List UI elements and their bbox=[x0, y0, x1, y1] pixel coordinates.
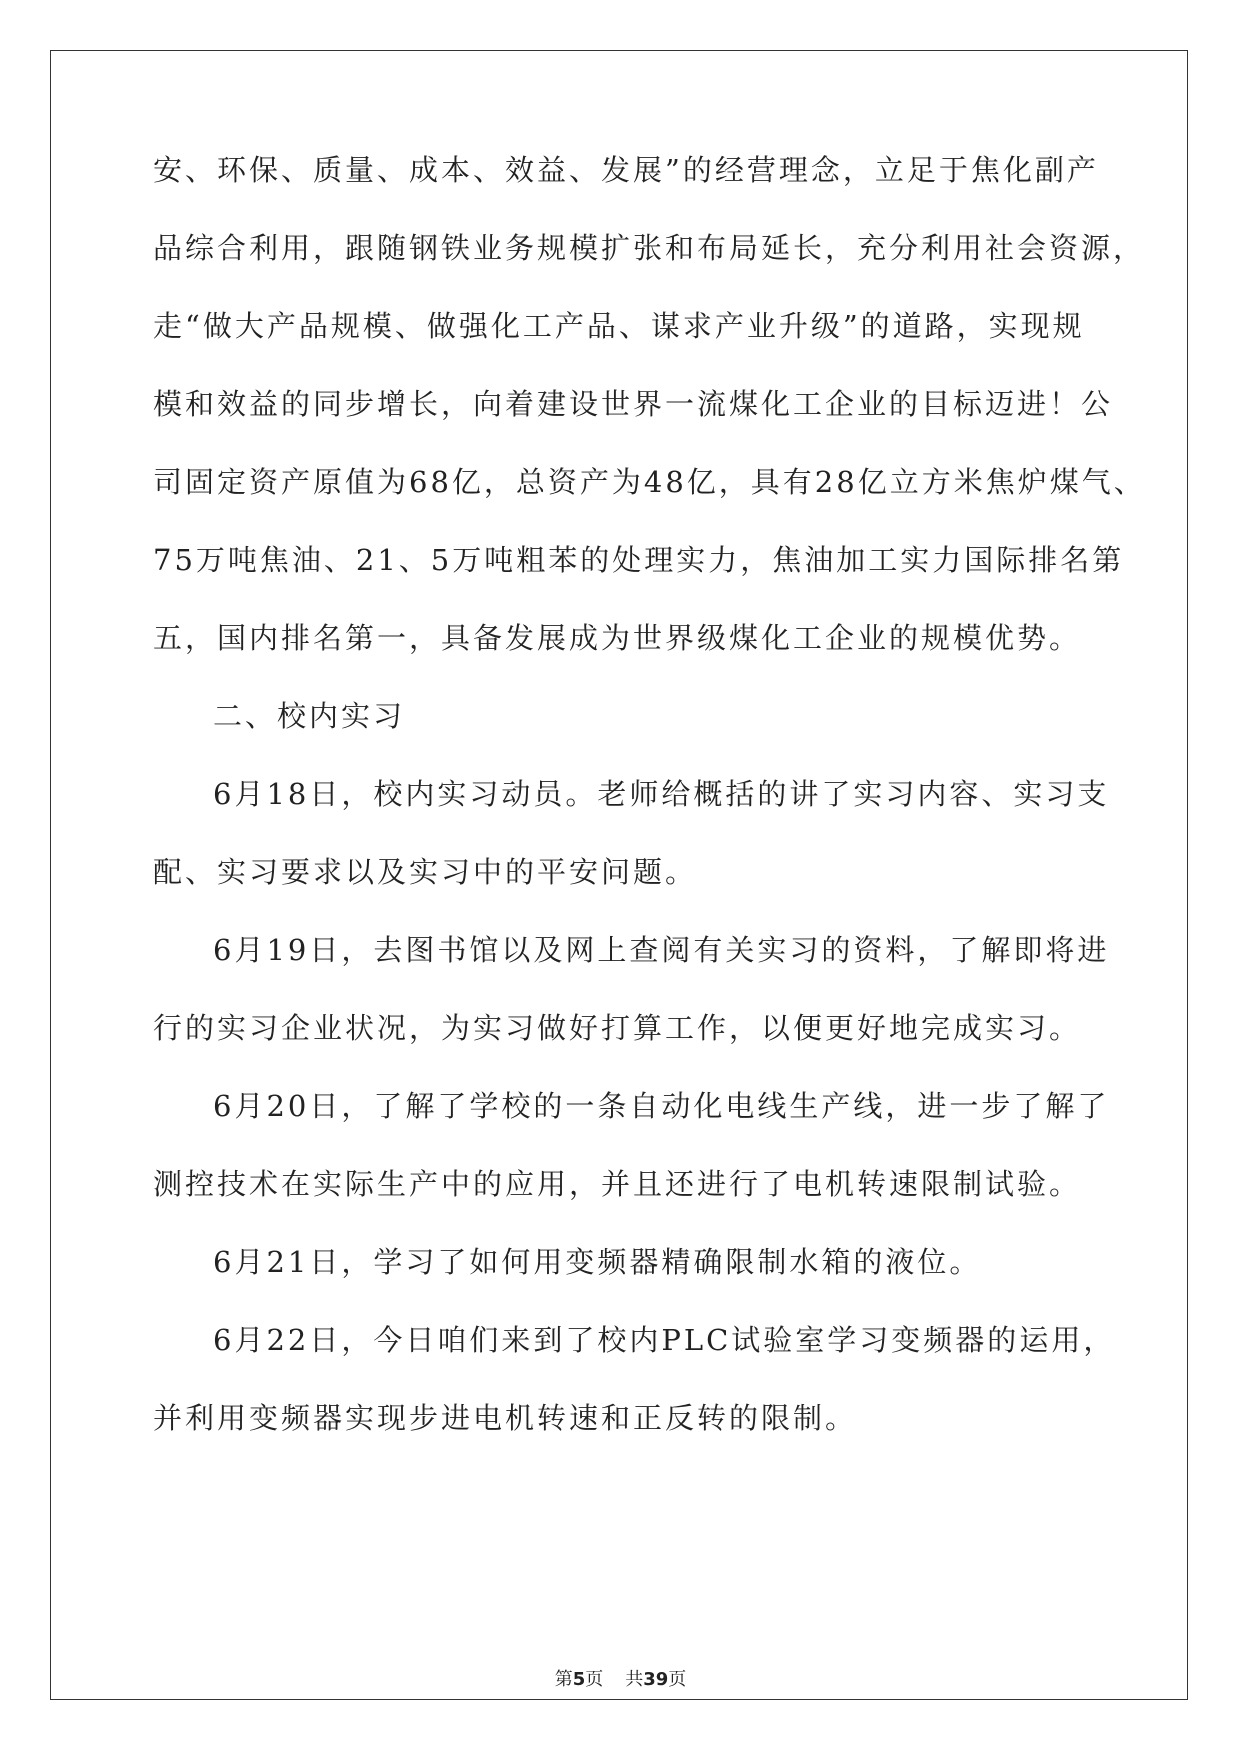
text-line: 6月18日，校内实习动员。老师给概括的讲了实习内容、实习支 bbox=[213, 777, 1110, 811]
text-line: 行的实习企业状况，为实习做好打算工作，以便更好地完成实习。 bbox=[153, 1011, 1082, 1045]
text-line: 配、实习要求以及实习中的平安问题。 bbox=[153, 855, 698, 889]
text-line: 五，国内排名第一，具备发展成为世界级煤化工企业的规模优势。 bbox=[153, 621, 1082, 655]
text-line: 6月22日，今日咱们来到了校内PLC试验室学习变频器的运用， bbox=[213, 1323, 1116, 1357]
text-line: 75万吨焦油、21、5万吨粗苯的处理实力，焦油加工实力国际排名第 bbox=[153, 543, 1125, 577]
page-footer bbox=[0, 1665, 1241, 1691]
section-heading: 二、校内实习 bbox=[213, 699, 406, 733]
text-line: 6月20日，了解了学校的一条自动化电线生产线，进一步了解了 bbox=[213, 1089, 1110, 1123]
total-prefix: 共 bbox=[625, 1669, 644, 1690]
text-line: 并利用变频器实现步进电机转速和正反转的限制。 bbox=[153, 1401, 858, 1435]
text-line: 模和效益的同步增长，向着建设世界一流煤化工企业的目标迈进！公 bbox=[153, 387, 1114, 421]
text-line: 司固定资产原值为68亿，总资产为48亿，具有28亿立方米焦炉煤气、 bbox=[153, 465, 1146, 499]
text-line: 测控技术在实际生产中的应用，并且还进行了电机转速限制试验。 bbox=[153, 1167, 1082, 1201]
text-line: 安、环保、质量、成本、效益、发展”的经营理念，立足于焦化副产 bbox=[153, 153, 1099, 187]
text-line: 走“做大产品规模、做强化工产品、谋求产业升级”的道路，实现规 bbox=[153, 309, 1085, 343]
total-pages: 39 bbox=[643, 1669, 669, 1690]
page-unit: 页 bbox=[585, 1669, 604, 1690]
text-line: 6月21日，学习了如何用变频器精确限制水箱的液位。 bbox=[213, 1245, 982, 1279]
text-line: 品综合利用，跟随钢铁业务规模扩张和布局延长，充分利用社会资源， bbox=[153, 231, 1146, 265]
page-prefix: 第 bbox=[554, 1669, 573, 1690]
text-line: 6月19日，去图书馆以及网上查阅有关实习的资料，了解即将进 bbox=[213, 933, 1110, 967]
total-unit: 页 bbox=[668, 1669, 687, 1690]
page-number: 5 bbox=[572, 1669, 586, 1690]
